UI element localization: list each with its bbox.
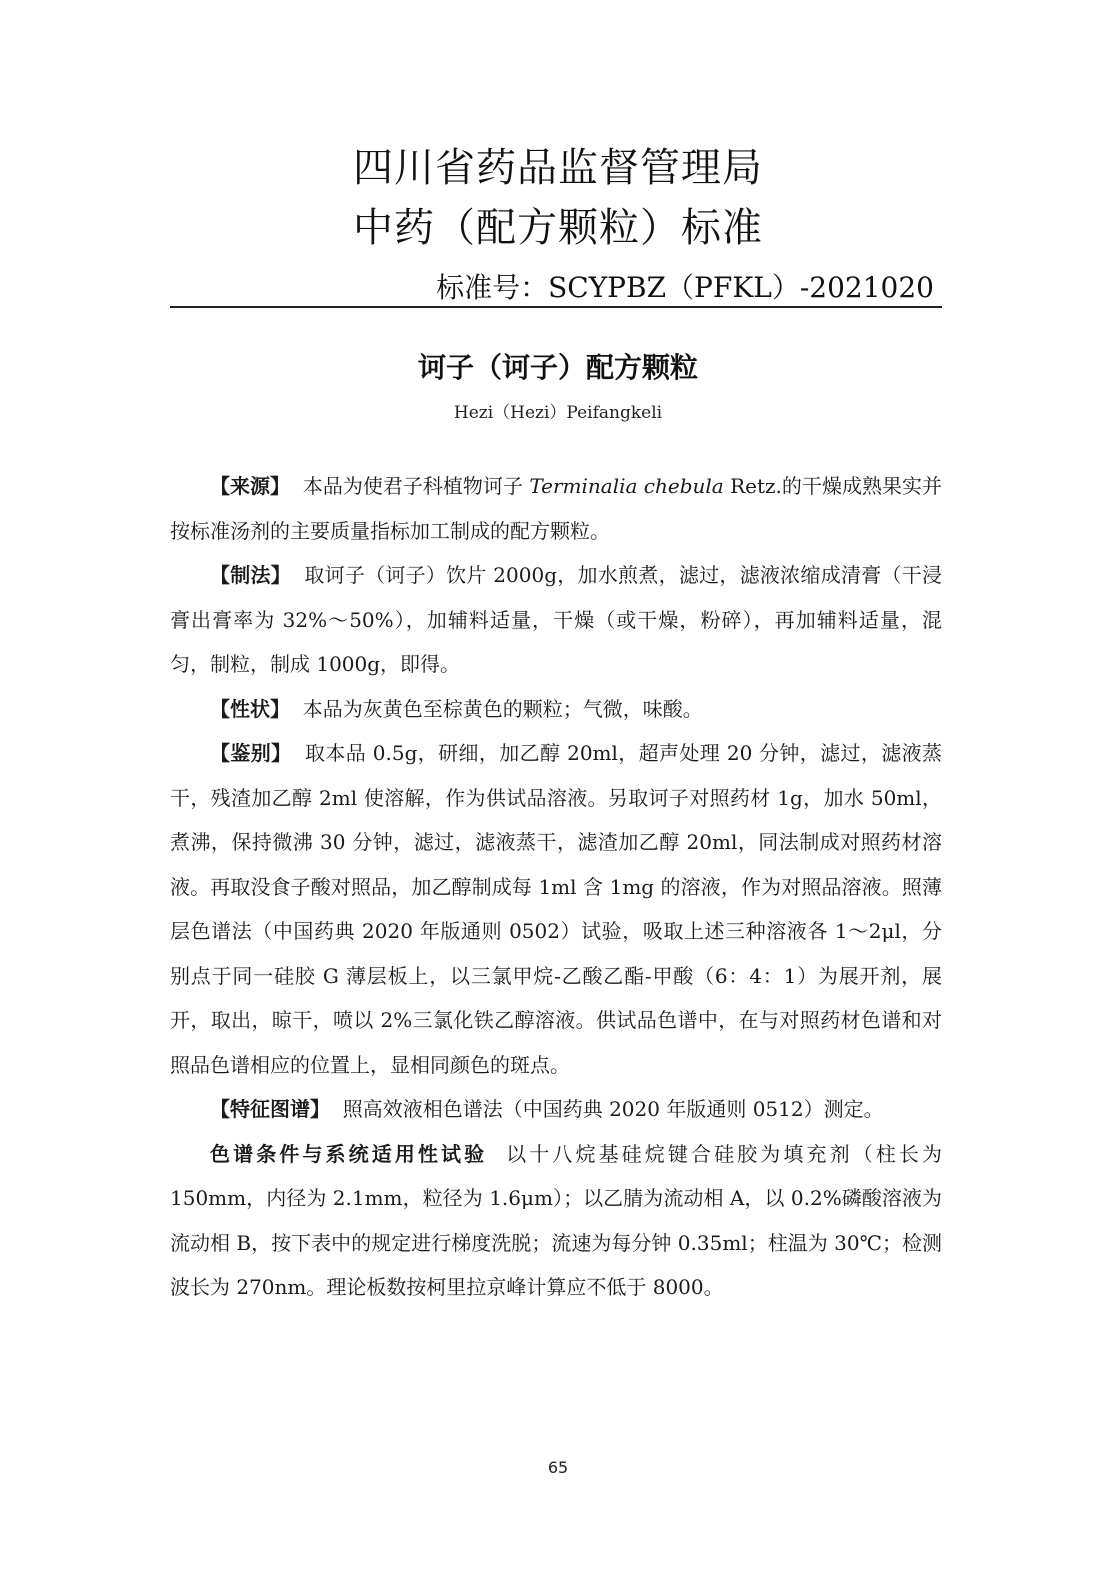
- latin-name: Terminalia chebula: [529, 474, 724, 498]
- title-line-1: 四川省药品监督管理局: [353, 145, 763, 191]
- section-text: Retz.的干燥成熟果实并按标准汤剂的主要质量指标加工制成的配方颗粒。: [170, 474, 943, 543]
- header-divider: [170, 306, 942, 308]
- title-line-2: 中药（配方颗粒）标准: [353, 205, 763, 251]
- drug-pinyin: Hezi（Hezi）Peifangkeli: [453, 403, 663, 423]
- section-source: [170, 464, 942, 553]
- section-fingerprint: [170, 1087, 942, 1132]
- section-text: 以十八烷基硅烷键合硅胶为填充剂（柱长为 150mm，内径为 2.1mm，粒径为 1.6μm）；以乙腈为流动相 A，以 0.2%磷酸溶液为流动相 B，按下表中的规定进行梯度洗脱；流速为每分钟 0.35ml；柱温为 30℃；检测波长为 270nm。理论板数按柯里拉京峰计算应不低于 8000。: [170, 1141, 943, 1299]
- section-identification: [170, 731, 942, 1087]
- drug-name: 诃子（诃子）配方颗粒: [417, 351, 698, 384]
- section-character: [170, 687, 942, 732]
- section-text: 取本品 0.5g，研细，加乙醇 20ml，超声处理 20 分钟，滤过，滤液蒸干，残渣加乙醇 2ml 使溶解，作为供试品溶液。另取诃子对照药材 1g，加水 50ml，煮沸，保持微沸 30 分钟，滤过，滤液蒸干，滤渣加乙醇 20ml，同法制成对照药材溶液。再取没食子酸对照品，加乙醇制成每 1ml 含 1mg 的溶液，作为对照品溶液。照薄层色谱法（中国药典 2020 年版通则 0502）试验，吸取上述三种溶液各 1～2μl，分别点于同一硅胶 G 薄层板上，以三氯甲烷-乙酸乙酯-甲酸（6：4：1）为展开剂，展开，取出，晾干，喷以 2%三氯化铁乙醇溶液。供试品色谱中，在与对照药材色谱和对照品色谱相应的位置上，显相同颜色的斑点。: [170, 741, 942, 1077]
- section-text: 取诃子（诃子）饮片 2000g，加水煎煮，滤过，滤液浓缩成清膏（干浸膏出膏率为 32%～50%），加辅料适量，干燥（或干燥，粉碎），再加辅料适量，混匀，制粒，制成 1000g，即得。: [170, 563, 943, 676]
- standard-number-value: SCYPBZ（PFKL）-2021020: [548, 271, 934, 304]
- section-text: 本品为灰黄色至棕黄色的颗粒；气微，味酸。: [302, 696, 703, 721]
- section-chromatography: [170, 1132, 942, 1310]
- section-preparation: [170, 553, 942, 687]
- page-number: 65: [547, 1458, 569, 1477]
- section-heading: 【特征图谱】: [210, 1097, 330, 1121]
- title-block: [0, 138, 1116, 258]
- standard-number-label: 标准号：: [436, 271, 549, 304]
- section-heading: 【鉴别】: [210, 741, 292, 765]
- document-body: [170, 464, 942, 1310]
- section-text: 照高效液相色谱法（中国药典 2020 年版通则 0512）测定。: [342, 1097, 884, 1121]
- section-heading: 【制法】: [210, 563, 292, 587]
- section-heading: 色谱条件与系统适用性试验: [210, 1141, 488, 1166]
- section-heading: 【性状】: [210, 696, 290, 721]
- standard-number: [436, 268, 934, 308]
- section-heading: 【来源】: [210, 474, 291, 498]
- section-text: 本品为使君子科植物诃子: [302, 474, 530, 498]
